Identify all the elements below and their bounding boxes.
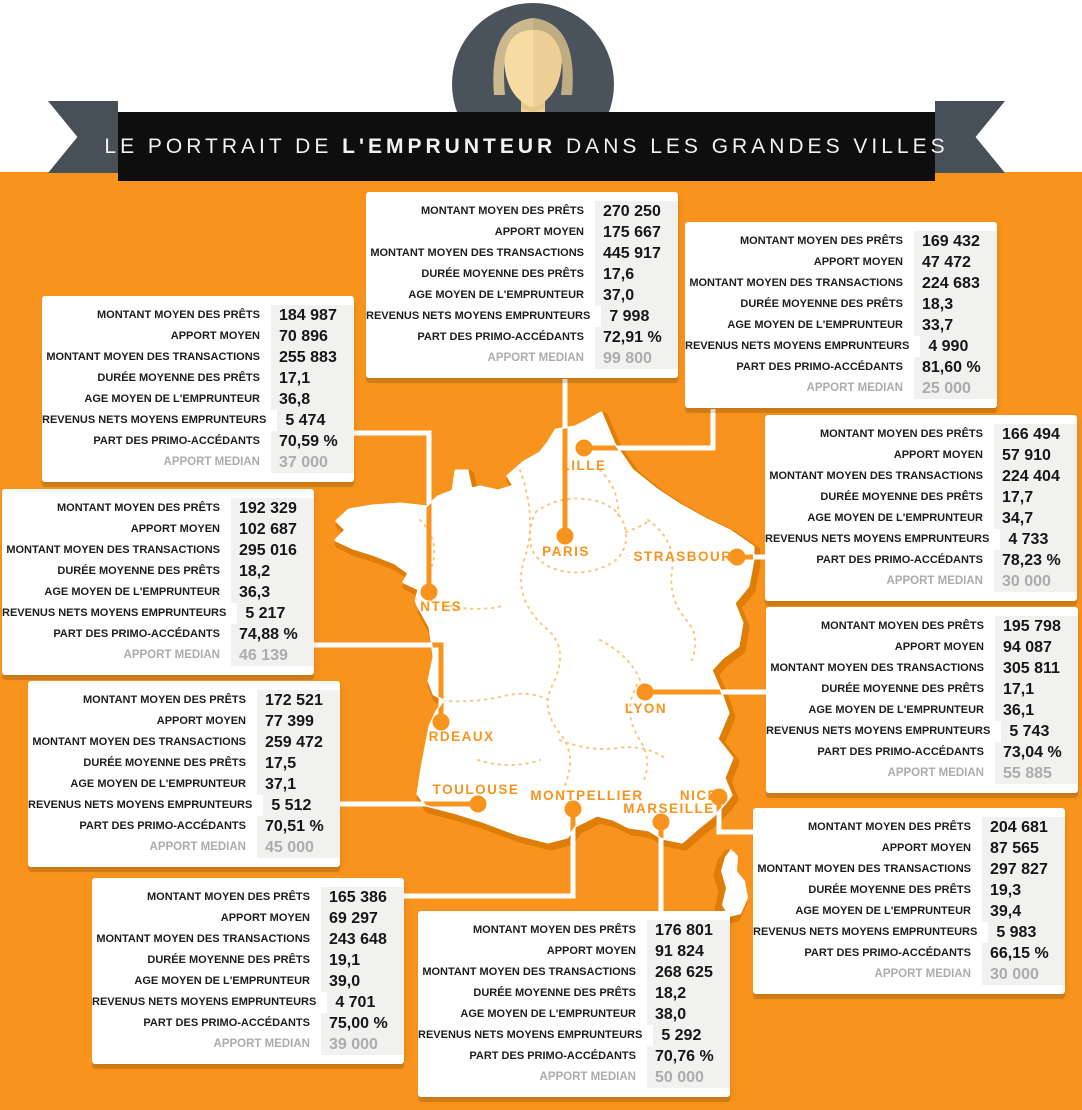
- row-value: 102 687: [231, 519, 314, 540]
- row-value: 166 494: [994, 424, 1077, 445]
- row-label: MONTANT MOYEN DES PRÊTS: [57, 502, 220, 514]
- row-label: MONTANT MOYEN DES TRANSACTIONS: [32, 736, 246, 748]
- card-nice: [753, 808, 1065, 994]
- card-row: [366, 285, 678, 306]
- row-label: REVENUS NETS MOYENS EMPRUNTEURS: [685, 340, 910, 352]
- title-banner: [104, 112, 949, 181]
- card-row: [766, 721, 1078, 742]
- row-value: 70,51 %: [257, 816, 340, 837]
- row-value: 19,3: [982, 880, 1065, 901]
- row-value: 4 990: [920, 336, 997, 357]
- card-row: [418, 1025, 730, 1046]
- row-label: MONTANT MOYEN DES PRÊTS: [808, 821, 971, 833]
- row-value: 99 800: [595, 348, 678, 369]
- row-value: 38,0: [647, 1004, 730, 1025]
- city-label-bordeaux: BORDEAUX: [405, 729, 495, 744]
- row-value: 36,3: [231, 582, 314, 603]
- card-row: [685, 294, 997, 315]
- row-label: APPORT MEDIAN: [539, 1071, 636, 1083]
- row-label: PART DES PRIMO-ACCÉDANTS: [53, 628, 220, 640]
- row-value: 66,15 %: [982, 943, 1065, 964]
- row-label: AGE MOYEN DE L'EMPRUNTEUR: [84, 393, 260, 405]
- card-row: [28, 774, 340, 795]
- row-label: APPORT MOYEN: [130, 523, 220, 535]
- row-label: APPORT MOYEN: [494, 226, 584, 238]
- row-label: MONTANT MOYEN DES TRANSACTIONS: [689, 277, 903, 289]
- row-label: PART DES PRIMO-ACCÉDANTS: [417, 331, 584, 343]
- row-value: 70,59 %: [271, 431, 354, 452]
- row-value: 165 386: [321, 887, 404, 908]
- row-value: 75,00 %: [321, 1013, 404, 1034]
- row-label: DURÉE MOYENNE DES PRÊTS: [473, 987, 636, 999]
- row-value: 243 648: [321, 929, 404, 950]
- row-label: REVENUS NETS MOYENS EMPRUNTEURS: [753, 926, 978, 938]
- row-value: 30 000: [994, 571, 1077, 592]
- card-row: [28, 711, 340, 732]
- card-row: [685, 273, 997, 294]
- card-row: [685, 336, 997, 357]
- row-label: APPORT MOYEN: [894, 641, 984, 653]
- card-row: [28, 816, 340, 837]
- row-label: APPORT MOYEN: [156, 715, 246, 727]
- card-row: [685, 315, 997, 336]
- card-row: [92, 950, 404, 971]
- card-row: [753, 880, 1065, 901]
- city-label-marseille: MARSEILLE: [623, 801, 715, 816]
- row-value: 184 987: [271, 305, 354, 326]
- row-value: 70 896: [271, 326, 354, 347]
- row-label: MONTANT MOYEN DES TRANSACTIONS: [370, 247, 584, 259]
- card-lyon: [766, 607, 1078, 793]
- row-label: PART DES PRIMO-ACCÉDANTS: [804, 947, 971, 959]
- row-value: 5 292: [653, 1025, 730, 1046]
- row-label: DURÉE MOYENNE DES PRÊTS: [57, 565, 220, 577]
- card-row: [366, 306, 678, 327]
- row-label: MONTANT MOYEN DES PRÊTS: [821, 620, 984, 632]
- row-value: 18,2: [647, 983, 730, 1004]
- row-label: APPORT MEDIAN: [886, 575, 983, 587]
- row-value: 255 883: [271, 347, 354, 368]
- card-row: [766, 637, 1078, 658]
- row-label: MONTANT MOYEN DES TRANSACTIONS: [46, 351, 260, 363]
- row-label: APPORT MEDIAN: [487, 352, 584, 364]
- row-value: 50 000: [647, 1067, 730, 1088]
- row-label: DURÉE MOYENNE DES PRÊTS: [97, 372, 260, 384]
- card-row: [42, 326, 354, 347]
- row-value: 25 000: [914, 378, 997, 399]
- row-label: AGE MOYEN DE L'EMPRUNTEUR: [795, 905, 971, 917]
- row-value: 57 910: [994, 445, 1077, 466]
- card-strasbourg: [765, 415, 1077, 601]
- row-value: 34,7: [994, 508, 1077, 529]
- row-label: APPORT MOYEN: [893, 449, 983, 461]
- card-row: [685, 378, 997, 399]
- row-label: REVENUS NETS MOYENS EMPRUNTEURS: [418, 1029, 643, 1041]
- row-label: APPORT MEDIAN: [806, 382, 903, 394]
- row-value: 81,60 %: [914, 357, 997, 378]
- card-row: [42, 452, 354, 473]
- card-row: [766, 763, 1078, 784]
- card-row: [753, 817, 1065, 838]
- row-label: MONTANT MOYEN DES TRANSACTIONS: [770, 662, 984, 674]
- dot-bordeaux: [433, 714, 450, 731]
- row-label: MONTANT MOYEN DES PRÊTS: [147, 891, 310, 903]
- card-row: [418, 962, 730, 983]
- card-row: [28, 753, 340, 774]
- row-label: APPORT MEDIAN: [123, 649, 220, 661]
- row-label: REVENUS NETS MOYENS EMPRUNTEURS: [765, 533, 990, 545]
- row-value: 169 432: [914, 231, 997, 252]
- row-label: DURÉE MOYENNE DES PRÊTS: [83, 757, 246, 769]
- card-row: [753, 943, 1065, 964]
- row-value: 33,7: [914, 315, 997, 336]
- row-label: PART DES PRIMO-ACCÉDANTS: [469, 1050, 636, 1062]
- card-row: [753, 964, 1065, 985]
- card-row: [753, 922, 1065, 943]
- row-label: APPORT MEDIAN: [874, 968, 971, 980]
- row-label: APPORT MEDIAN: [149, 841, 246, 853]
- row-label: REVENUS NETS MOYENS EMPRUNTEURS: [92, 996, 317, 1008]
- row-label: REVENUS NETS MOYENS EMPRUNTEURS: [766, 725, 991, 737]
- row-value: 172 521: [257, 690, 340, 711]
- card-marseille: [418, 911, 730, 1097]
- row-label: APPORT MEDIAN: [163, 456, 260, 468]
- card-row: [92, 929, 404, 950]
- row-value: 18,3: [914, 294, 997, 315]
- row-label: APPORT MOYEN: [881, 842, 971, 854]
- dot-lyon: [637, 684, 654, 701]
- row-value: 305 811: [995, 658, 1078, 679]
- row-label: PART DES PRIMO-ACCÉDANTS: [816, 554, 983, 566]
- card-row: [418, 1067, 730, 1088]
- card-row: [28, 795, 340, 816]
- dot-paris: [557, 528, 574, 545]
- row-value: 73,04 %: [995, 742, 1078, 763]
- card-row: [42, 347, 354, 368]
- row-value: 195 798: [995, 616, 1078, 637]
- row-value: 297 827: [982, 859, 1065, 880]
- card-row: [2, 582, 314, 603]
- card-row: [92, 971, 404, 992]
- row-label: PART DES PRIMO-ACCÉDANTS: [79, 820, 246, 832]
- card-row: [685, 252, 997, 273]
- row-label: AGE MOYEN DE L'EMPRUNTEUR: [808, 704, 984, 716]
- row-label: APPORT MOYEN: [813, 256, 903, 268]
- row-label: PART DES PRIMO-ACCÉDANTS: [736, 361, 903, 373]
- card-row: [42, 431, 354, 452]
- card-nantes: [42, 296, 354, 482]
- row-label: APPORT MEDIAN: [213, 1038, 310, 1050]
- row-value: 4 701: [327, 992, 404, 1013]
- card-row: [766, 700, 1078, 721]
- row-value: 91 824: [647, 941, 730, 962]
- card-row: [92, 1034, 404, 1055]
- row-label: DURÉE MOYENNE DES PRÊTS: [147, 954, 310, 966]
- row-label: MONTANT MOYEN DES PRÊTS: [97, 309, 260, 321]
- row-label: AGE MOYEN DE L'EMPRUNTEUR: [134, 975, 310, 987]
- city-label-nantes: NANTES: [397, 599, 463, 614]
- row-value: 94 087: [995, 637, 1078, 658]
- card-row: [418, 920, 730, 941]
- row-value: 19,1: [321, 950, 404, 971]
- card-row: [42, 389, 354, 410]
- row-label: APPORT MOYEN: [220, 912, 310, 924]
- row-value: 5 983: [988, 922, 1065, 943]
- card-row: [418, 1046, 730, 1067]
- card-paris: [366, 192, 678, 378]
- row-label: REVENUS NETS MOYENS EMPRUNTEURS: [28, 799, 253, 811]
- card-row: [28, 837, 340, 858]
- row-value: 445 917: [595, 243, 678, 264]
- card-row: [766, 658, 1078, 679]
- row-value: 17,1: [995, 679, 1078, 700]
- card-row: [418, 983, 730, 1004]
- row-label: DURÉE MOYENNE DES PRÊTS: [808, 884, 971, 896]
- card-row: [418, 1004, 730, 1025]
- row-value: 224 683: [914, 273, 997, 294]
- row-label: AGE MOYEN DE L'EMPRUNTEUR: [727, 319, 903, 331]
- row-value: 5 217: [237, 603, 314, 624]
- france-landmass: [336, 413, 753, 842]
- card-row: [42, 368, 354, 389]
- row-value: 204 681: [982, 817, 1065, 838]
- card-row: [2, 624, 314, 645]
- card-row: [765, 571, 1077, 592]
- dot-montpellier: [565, 801, 582, 818]
- card-row: [92, 992, 404, 1013]
- row-label: DURÉE MOYENNE DES PRÊTS: [821, 683, 984, 695]
- card-row: [2, 540, 314, 561]
- row-value: 17,1: [271, 368, 354, 389]
- row-label: DURÉE MOYENNE DES PRÊTS: [421, 268, 584, 280]
- row-label: REVENUS NETS MOYENS EMPRUNTEURS: [2, 607, 227, 619]
- dot-marseille: [653, 814, 670, 831]
- card-row: [766, 616, 1078, 637]
- row-label: MONTANT MOYEN DES PRÊTS: [473, 924, 636, 936]
- row-value: 192 329: [231, 498, 314, 519]
- row-value: 17,7: [994, 487, 1077, 508]
- row-value: 55 885: [995, 763, 1078, 784]
- row-value: 224 404: [994, 466, 1077, 487]
- row-label: MONTANT MOYEN DES TRANSACTIONS: [757, 863, 971, 875]
- row-value: 175 667: [595, 222, 678, 243]
- card-row: [2, 603, 314, 624]
- row-value: 37,1: [257, 774, 340, 795]
- row-label: AGE MOYEN DE L'EMPRUNTEUR: [70, 778, 246, 790]
- card-row: [685, 357, 997, 378]
- row-label: AGE MOYEN DE L'EMPRUNTEUR: [460, 1008, 636, 1020]
- row-value: 39 000: [321, 1034, 404, 1055]
- card-row: [92, 908, 404, 929]
- city-label-nice: NICE: [679, 788, 719, 803]
- card-row: [766, 742, 1078, 763]
- card-row: [28, 732, 340, 753]
- row-label: MONTANT MOYEN DES TRANSACTIONS: [6, 544, 220, 556]
- row-label: PART DES PRIMO-ACCÉDANTS: [817, 746, 984, 758]
- city-label-toulouse: TOULOUSE: [432, 782, 520, 797]
- card-row: [42, 305, 354, 326]
- row-label: MONTANT MOYEN DES TRANSACTIONS: [96, 933, 310, 945]
- card-row: [2, 519, 314, 540]
- row-value: 30 000: [982, 964, 1065, 985]
- row-value: 74,88 %: [231, 624, 314, 645]
- row-value: 39,4: [982, 901, 1065, 922]
- row-value: 37 000: [271, 452, 354, 473]
- card-row: [765, 550, 1077, 571]
- row-label: PART DES PRIMO-ACCÉDANTS: [143, 1017, 310, 1029]
- row-label: APPORT MOYEN: [170, 330, 260, 342]
- row-value: 37,0: [595, 285, 678, 306]
- row-label: APPORT MOYEN: [546, 945, 636, 957]
- card-row: [366, 264, 678, 285]
- card-row: [2, 561, 314, 582]
- dot-toulouse: [470, 796, 487, 813]
- card-montpellier: [92, 878, 404, 1064]
- card-row: [765, 424, 1077, 445]
- city-label-paris: PARIS: [542, 544, 590, 559]
- row-label: APPORT MEDIAN: [887, 767, 984, 779]
- row-label: DURÉE MOYENNE DES PRÊTS: [740, 298, 903, 310]
- card-row: [366, 222, 678, 243]
- row-label: MONTANT MOYEN DES TRANSACTIONS: [769, 470, 983, 482]
- row-value: 69 297: [321, 908, 404, 929]
- card-row: [685, 231, 997, 252]
- row-value: 70,76 %: [647, 1046, 730, 1067]
- row-value: 87 565: [982, 838, 1065, 859]
- row-label: MONTANT MOYEN DES PRÊTS: [820, 428, 983, 440]
- card-toulouse: [28, 681, 340, 867]
- card-row: [92, 1013, 404, 1034]
- dot-lille: [576, 440, 593, 457]
- row-value: 5 512: [263, 795, 340, 816]
- card-row: [366, 327, 678, 348]
- row-value: 259 472: [257, 732, 340, 753]
- card-row: [366, 243, 678, 264]
- row-value: 77 399: [257, 711, 340, 732]
- card-row: [753, 838, 1065, 859]
- card-row: [765, 529, 1077, 550]
- card-row: [765, 508, 1077, 529]
- row-value: 17,5: [257, 753, 340, 774]
- row-value: 7 998: [601, 306, 678, 327]
- row-value: 46 139: [231, 645, 314, 666]
- city-label-lyon: LYON: [624, 701, 668, 716]
- card-row: [42, 410, 354, 431]
- card-row: [28, 690, 340, 711]
- row-label: PART DES PRIMO-ACCÉDANTS: [93, 435, 260, 447]
- card-row: [766, 679, 1078, 700]
- row-value: 39,0: [321, 971, 404, 992]
- row-value: 17,6: [595, 264, 678, 285]
- card-row: [765, 445, 1077, 466]
- row-label: REVENUS NETS MOYENS EMPRUNTEURS: [42, 414, 267, 426]
- row-value: 72,91 %: [595, 327, 678, 348]
- card-row: [753, 859, 1065, 880]
- row-label: MONTANT MOYEN DES TRANSACTIONS: [422, 966, 636, 978]
- city-label-montpellier: MONTPELLIER: [530, 788, 644, 803]
- page-title: LE PORTRAIT DE L'EMPRUNTEUR DANS LES GRANDES VILLES: [104, 134, 949, 158]
- row-value: 45 000: [257, 837, 340, 858]
- city-label-strasbourg: STRASBOURG: [633, 549, 745, 564]
- row-value: 18,2: [231, 561, 314, 582]
- card-row: [92, 887, 404, 908]
- row-label: AGE MOYEN DE L'EMPRUNTEUR: [408, 289, 584, 301]
- row-value: 268 625: [647, 962, 730, 983]
- card-row: [765, 487, 1077, 508]
- dot-nantes: [421, 584, 438, 601]
- card-bordeaux: [2, 489, 314, 675]
- row-label: REVENUS NETS MOYENS EMPRUNTEURS: [366, 310, 591, 322]
- row-value: 78,23 %: [994, 550, 1077, 571]
- row-label: AGE MOYEN DE L'EMPRUNTEUR: [44, 586, 220, 598]
- card-row: [366, 201, 678, 222]
- card-row: [765, 466, 1077, 487]
- corsica-island: [721, 849, 748, 917]
- card-row: [2, 498, 314, 519]
- city-label-lille: LILLE: [561, 458, 607, 473]
- row-value: 4 733: [1000, 529, 1077, 550]
- card-row: [2, 645, 314, 666]
- row-label: MONTANT MOYEN DES PRÊTS: [83, 694, 246, 706]
- card-row: [753, 901, 1065, 922]
- row-label: AGE MOYEN DE L'EMPRUNTEUR: [807, 512, 983, 524]
- row-value: 270 250: [595, 201, 678, 222]
- row-label: MONTANT MOYEN DES PRÊTS: [421, 205, 584, 217]
- row-value: 5 474: [277, 410, 354, 431]
- row-label: MONTANT MOYEN DES PRÊTS: [740, 235, 903, 247]
- row-value: 176 801: [647, 920, 730, 941]
- row-label: DURÉE MOYENNE DES PRÊTS: [820, 491, 983, 503]
- row-value: 295 016: [231, 540, 314, 561]
- card-row: [366, 348, 678, 369]
- card-lille: [685, 222, 997, 408]
- row-value: 47 472: [914, 252, 997, 273]
- row-value: 5 743: [1001, 721, 1078, 742]
- row-value: 36,1: [995, 700, 1078, 721]
- card-row: [418, 941, 730, 962]
- row-value: 36,8: [271, 389, 354, 410]
